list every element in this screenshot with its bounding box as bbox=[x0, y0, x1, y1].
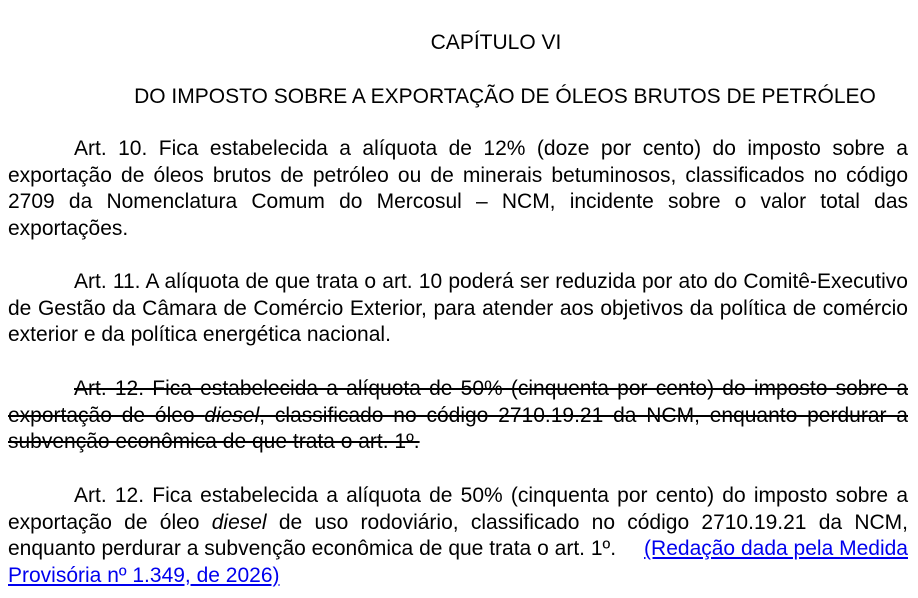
article-12-revoked-text-start: Art. 12. Fica estabelecida a alíquota de 50% (cinquenta por cento) do imposto sobre a exportação de óleo bbox=[8, 377, 908, 427]
chapter-heading: CAPÍTULO VI bbox=[430, 31, 562, 54]
article-12-revoked-text-end: , classificado no código 2710.19.21 da NCM, enquanto perdurar a subvenção econômica de que trata o art. 1º. bbox=[8, 403, 908, 453]
article-12-text-end: de uso rodoviário, classificado no código 2710.19.21 da NCM, enquanto perdurar a subvenção econômica de que trata o art. 1º. bbox=[8, 510, 909, 560]
article-12-text-start: Art. 12. Fica estabelecida a alíquota de 50% (cinquenta por cento) do imposto sobre a exportação de óleo bbox=[8, 484, 908, 534]
article-10: Art. 10. Fica estabelecida a alíquota de 12% (doze por cento) do imposto sobre a exportação de óleos brutos de petróleo ou de minerais betuminosos, classificados no código 2709 da Nomenclatura Comum do Mercosul – NCM, incidente sobre o valor total das exportações. bbox=[8, 137, 908, 240]
article-12-italic: diesel bbox=[211, 510, 267, 534]
article-12-revoked bbox=[8, 376, 908, 456]
chapter-title: DO IMPOSTO SOBRE A EXPORTAÇÃO DE ÓLEOS BRUTOS DE PETRÓLEO bbox=[134, 85, 876, 108]
amendment-link[interactable]: (Redação dada pela Medida Provisória nº 1.349, de 2026) bbox=[8, 537, 908, 587]
article-11: Art. 11. A alíquota de que trata o art. 10 poderá ser reduzida por ato do Comitê-Executivo de Gestão da Câmara de Comércio Exterior, para atender aos objetivos da política de comércio exterior e da política energética nacional. bbox=[8, 270, 908, 346]
article-12 bbox=[8, 483, 908, 589]
article-12-revoked-italic: diesel bbox=[204, 403, 260, 427]
